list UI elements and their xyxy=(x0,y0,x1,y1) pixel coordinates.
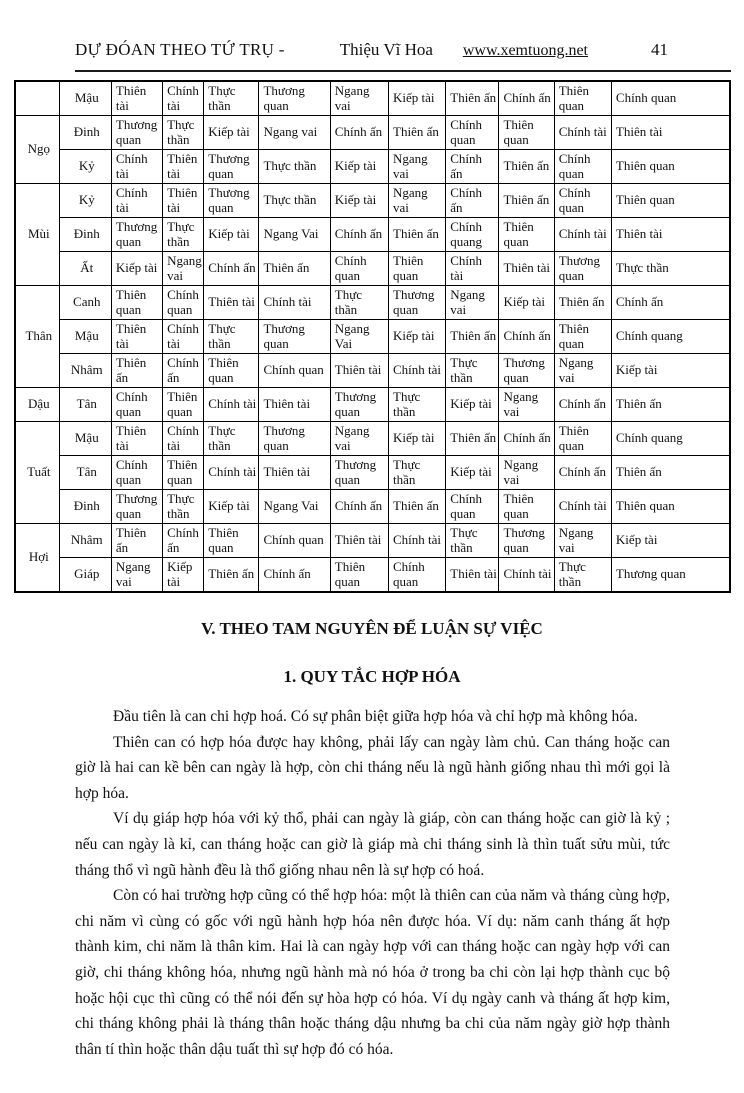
table-row xyxy=(15,252,730,286)
god-cell: Kiếp tài xyxy=(111,252,162,286)
god-cell: Thực thần xyxy=(163,116,204,150)
god-cell: Thiên ấn xyxy=(611,456,730,490)
god-cell: Ngang Vai xyxy=(259,218,330,252)
god-cell: Thiên tài xyxy=(163,150,204,184)
god-cell: Chính quang xyxy=(611,320,730,354)
god-cell: Thiên ấn xyxy=(389,490,446,524)
god-cell: Chính tài xyxy=(163,422,204,456)
god-cell: Chính ấn xyxy=(163,524,204,558)
god-cell: Thiên ấn xyxy=(554,286,611,320)
god-cell: Thương quan xyxy=(554,252,611,286)
god-cell: Chính quan xyxy=(111,456,162,490)
god-cell: Chính quan xyxy=(259,524,330,558)
god-cell: Thiên ấn xyxy=(446,81,499,116)
god-cell: Kiếp tài xyxy=(446,456,499,490)
god-cell: Thiên quan xyxy=(554,81,611,116)
god-cell: Chính tài xyxy=(554,218,611,252)
god-cell: Thực thần xyxy=(446,524,499,558)
god-cell: Thiên ấn xyxy=(446,320,499,354)
god-cell: Chính ấn xyxy=(554,388,611,422)
god-cell: Thiên quan xyxy=(389,252,446,286)
god-cell: Thiên ấn xyxy=(499,184,554,218)
god-cell: Thiên quan xyxy=(204,354,259,388)
website-link[interactable]: www.xemtuong.net xyxy=(462,42,588,59)
god-cell: Thiên quan xyxy=(611,490,730,524)
god-cell: Thương quan xyxy=(111,116,162,150)
god-cell: Thương quan xyxy=(204,150,259,184)
god-cell: Thiên tài xyxy=(259,456,330,490)
god-cell: Thực thần xyxy=(259,184,330,218)
god-cell: Chính ấn xyxy=(330,218,388,252)
god-cell: Chính ấn xyxy=(330,116,388,150)
god-cell: Thiên quan xyxy=(204,524,259,558)
ten-gods-table xyxy=(14,80,731,593)
stem-cell: Canh xyxy=(59,286,111,320)
god-cell: Thiên ấn xyxy=(499,150,554,184)
god-cell: Chính tài xyxy=(163,320,204,354)
stem-cell: Tân xyxy=(59,388,111,422)
god-cell: Thực thần xyxy=(163,490,204,524)
stem-cell: Đinh xyxy=(59,490,111,524)
stem-cell: Nhâm xyxy=(59,524,111,558)
god-cell: Thương quan xyxy=(259,422,330,456)
god-cell: Chính ấn xyxy=(163,354,204,388)
god-cell: Kiếp tài xyxy=(330,184,388,218)
god-cell: Thương quan xyxy=(204,184,259,218)
stem-cell: Tân xyxy=(59,456,111,490)
branch-cell xyxy=(15,81,59,116)
god-cell: Ngang vai xyxy=(499,388,554,422)
god-cell: Thương quan xyxy=(330,388,388,422)
god-cell: Ngang Vai xyxy=(259,490,330,524)
god-cell: Thiên ấn xyxy=(111,524,162,558)
god-cell: Thiên tài xyxy=(163,184,204,218)
table-row xyxy=(15,422,730,456)
god-cell: Chính tài xyxy=(389,354,446,388)
paragraph: Còn có hai trường hợp cũng có thể hợp hóa: một là thiên can của năm và tháng cùng hợp, chi năm vì cùng có gốc với ngũ hành hợp hóa nên được hóa. Ví dụ: năm canh tháng ất hợp thành kim, chi năm là thân kim. Hai là can ngày hợp với can tháng hoặc can ngày hợp với can giờ, chi tháng không hóa, nhưng ngũ hành mà nó hóa ở trong ba chi còn lại hợp thành cục bộ hoặc hội cục thì cũng có thể nói đến sự hòa hợp có hóa. Ví dụ ngày canh và tháng ất hợp kim, chi tháng không phải là tháng thân hoặc tháng dậu nhưng ba chi của năm ngày giờ hợp thành thân tí thìn hoặc thân dậu tuất thì sự hợp đó có hóa. xyxy=(75,887,670,1058)
stem-cell: Mậu xyxy=(59,81,111,116)
god-cell: Thương quan xyxy=(111,490,162,524)
god-cell: Thực thần xyxy=(554,558,611,593)
god-cell: Thực thần xyxy=(611,252,730,286)
god-cell: Thiên quan xyxy=(163,388,204,422)
god-cell: Thiên ấn xyxy=(389,218,446,252)
god-cell: Thiên quan xyxy=(499,490,554,524)
god-cell: Kiếp tài xyxy=(389,81,446,116)
page-header xyxy=(75,40,668,60)
god-cell: Chính tài xyxy=(111,184,162,218)
stem-cell: Mậu xyxy=(59,422,111,456)
god-cell: Thực thần xyxy=(389,388,446,422)
god-cell: Thiên tài xyxy=(611,116,730,150)
table-row xyxy=(15,558,730,593)
god-cell: Thiên tài xyxy=(446,558,499,593)
god-cell: Kiếp tài xyxy=(389,422,446,456)
branch-cell: Dậu xyxy=(15,388,59,422)
god-cell: Chính ấn xyxy=(611,286,730,320)
god-cell: Thiên tài xyxy=(330,354,388,388)
god-cell: Thiên ấn xyxy=(446,422,499,456)
stem-cell: Nhâm xyxy=(59,354,111,388)
god-cell: Kiếp tài xyxy=(499,286,554,320)
god-cell: Thiên ấn xyxy=(259,252,330,286)
god-cell: Thiên quan xyxy=(611,184,730,218)
branch-cell: Thân xyxy=(15,286,59,388)
god-cell: Thiên quan xyxy=(499,116,554,150)
god-cell: Chính tài xyxy=(389,524,446,558)
god-cell: Ngang Vai xyxy=(330,320,388,354)
table-row xyxy=(15,354,730,388)
table-row xyxy=(15,116,730,150)
god-cell: Chính tài xyxy=(204,456,259,490)
god-cell: Kiếp tài xyxy=(611,524,730,558)
subsection-heading: 1. QUY TẮC HỢP HÓA xyxy=(283,667,461,686)
scanned-book-page xyxy=(0,40,744,1093)
god-cell: Thiên ấn xyxy=(389,116,446,150)
table-row xyxy=(15,286,730,320)
branch-cell: Mùi xyxy=(15,184,59,286)
god-cell: Ngang vai xyxy=(446,286,499,320)
table-row xyxy=(15,524,730,558)
stem-cell: Kỷ xyxy=(59,184,111,218)
god-cell: Ngang vai xyxy=(499,456,554,490)
god-cell: Chính tài xyxy=(554,116,611,150)
god-cell: Thiên tài xyxy=(611,218,730,252)
god-cell: Chính quan xyxy=(446,116,499,150)
god-cell: Kiếp tài xyxy=(389,320,446,354)
god-cell: Kiếp tài xyxy=(611,354,730,388)
god-cell: Chính ấn xyxy=(554,456,611,490)
god-cell: Chính quan xyxy=(259,354,330,388)
god-cell: Thương quan xyxy=(389,286,446,320)
god-cell: Chính ấn xyxy=(330,490,388,524)
header-divider xyxy=(75,70,731,72)
stem-cell: Đinh xyxy=(59,116,111,150)
god-cell: Thực thần xyxy=(163,218,204,252)
god-cell: Thực thần xyxy=(330,286,388,320)
god-cell: Thương quan xyxy=(499,354,554,388)
god-cell: Chính tài xyxy=(111,150,162,184)
god-cell: Thương quan xyxy=(499,524,554,558)
table-row xyxy=(15,184,730,218)
page-number: 41 xyxy=(651,40,668,59)
god-cell: Chính quan xyxy=(330,252,388,286)
god-cell: Chính tài xyxy=(204,388,259,422)
god-cell: Chính quan xyxy=(446,490,499,524)
god-cell: Kiếp tài xyxy=(330,150,388,184)
god-cell: Ngang vai xyxy=(554,354,611,388)
god-cell: Chính ấn xyxy=(499,320,554,354)
god-cell: Thiên ấn xyxy=(611,388,730,422)
god-cell: Chính ấn xyxy=(446,150,499,184)
paragraph: Ví dụ giáp hợp hóa với kỷ thổ, phải can ngày là giáp, còn can tháng hoặc can giờ là kỷ ; nếu can ngày là kỉ, can tháng hoặc can giờ là giáp mà chi tháng sinh là thìn tuất sửu mùi, tức tháng thổ vì ngũ hành đều là thổ giống nhau nên là sự hợp có hoá. xyxy=(75,810,670,879)
branch-cell: Tuất xyxy=(15,422,59,524)
god-cell: Thương quan xyxy=(330,456,388,490)
god-cell: Ngang vai xyxy=(259,116,330,150)
god-cell: Thực thần xyxy=(204,81,259,116)
stem-cell: Ất xyxy=(59,252,111,286)
god-cell: Chính tài xyxy=(499,558,554,593)
god-cell: Chính tài xyxy=(259,286,330,320)
god-cell: Chính tài xyxy=(163,81,204,116)
god-cell: Chính ấn xyxy=(499,81,554,116)
god-cell: Chính ấn xyxy=(204,252,259,286)
god-cell: Chính ấn xyxy=(499,422,554,456)
god-cell: Ngang vai xyxy=(330,422,388,456)
god-cell: Thiên quan xyxy=(554,422,611,456)
god-cell: Thương quan xyxy=(111,218,162,252)
god-cell: Chính ấn xyxy=(259,558,330,593)
branch-cell: Hợi xyxy=(15,524,59,593)
god-cell: Chính quan xyxy=(111,388,162,422)
god-cell: Thiên ấn xyxy=(111,354,162,388)
god-cell: Thiên quan xyxy=(554,320,611,354)
god-cell: Thực thần xyxy=(204,422,259,456)
god-cell: Chính quan xyxy=(389,558,446,593)
god-cell: Thực thần xyxy=(204,320,259,354)
god-cell: Chính quang xyxy=(611,422,730,456)
god-cell: Thiên quan xyxy=(330,558,388,593)
god-cell: Thiên quan xyxy=(163,456,204,490)
god-cell: Kiếp tài xyxy=(204,490,259,524)
table-row xyxy=(15,320,730,354)
god-cell: Ngang vai xyxy=(389,150,446,184)
god-cell: Kiếp tài xyxy=(163,558,204,593)
table-row xyxy=(15,456,730,490)
god-cell: Thiên quan xyxy=(611,150,730,184)
god-cell: Thiên ấn xyxy=(204,558,259,593)
god-cell: Chính quan xyxy=(554,150,611,184)
god-cell: Ngang vai xyxy=(389,184,446,218)
author-name: Thiệu Vĩ Hoa xyxy=(339,40,433,59)
table-row xyxy=(15,490,730,524)
god-cell: Chính quan xyxy=(554,184,611,218)
god-cell: Kiếp tài xyxy=(204,218,259,252)
god-cell: Chính tài xyxy=(554,490,611,524)
god-cell: Thiên tài xyxy=(111,320,162,354)
god-cell: Chính quang xyxy=(446,218,499,252)
god-cell: Thương quan xyxy=(259,320,330,354)
god-cell: Thực thần xyxy=(389,456,446,490)
stem-cell: Giáp xyxy=(59,558,111,593)
god-cell: Thiên quan xyxy=(499,218,554,252)
god-cell: Kiếp tài xyxy=(204,116,259,150)
god-cell: Thiên tài xyxy=(111,422,162,456)
god-cell: Thực thần xyxy=(446,354,499,388)
god-cell: Thiên tài xyxy=(330,524,388,558)
god-cell: Kiếp tài xyxy=(446,388,499,422)
god-cell: Ngang vai xyxy=(330,81,388,116)
body-text xyxy=(75,704,670,1062)
god-cell: Thương quan xyxy=(259,81,330,116)
god-cell: Thiên tài xyxy=(111,81,162,116)
paragraph: Đầu tiên là can chi hợp hoá. Có sự phân biệt giữa hợp hóa và chỉ hợp mà không hóa. xyxy=(113,708,638,725)
god-cell: Thiên tài xyxy=(259,388,330,422)
ten-gods-table-body xyxy=(15,81,730,592)
god-cell: Chính quan xyxy=(163,286,204,320)
god-cell: Chính ấn xyxy=(446,184,499,218)
book-title: DỰ ĐÓAN THEO TỨ TRỤ - xyxy=(75,40,285,59)
god-cell: Thiên quan xyxy=(111,286,162,320)
god-cell: Ngang vai xyxy=(111,558,162,593)
table-row xyxy=(15,81,730,116)
god-cell: Chính tài xyxy=(446,252,499,286)
table-row xyxy=(15,388,730,422)
god-cell: Thiên tài xyxy=(499,252,554,286)
god-cell: Ngang vai xyxy=(163,252,204,286)
god-cell: Chính quan xyxy=(611,81,730,116)
branch-cell: Ngọ xyxy=(15,116,59,184)
table-row xyxy=(15,150,730,184)
section-heading: V. THEO TAM NGUYÊN ĐỂ LUẬN SỰ VIỆC xyxy=(201,619,543,638)
god-cell: Thiên tài xyxy=(204,286,259,320)
stem-cell: Đinh xyxy=(59,218,111,252)
paragraph: Thiên can có hợp hóa được hay không, phải lấy can ngày làm chủ. Can tháng hoặc can giờ là hai can kề bên can ngày là hợp, còn chi tháng nếu là ngũ hành giống nhau thì mới gọi là hợp hóa. xyxy=(75,733,670,802)
stem-cell: Mậu xyxy=(59,320,111,354)
god-cell: Ngang vai xyxy=(554,524,611,558)
table-row xyxy=(15,218,730,252)
god-cell: Thương quan xyxy=(611,558,730,593)
god-cell: Thực thần xyxy=(259,150,330,184)
stem-cell: Kỷ xyxy=(59,150,111,184)
